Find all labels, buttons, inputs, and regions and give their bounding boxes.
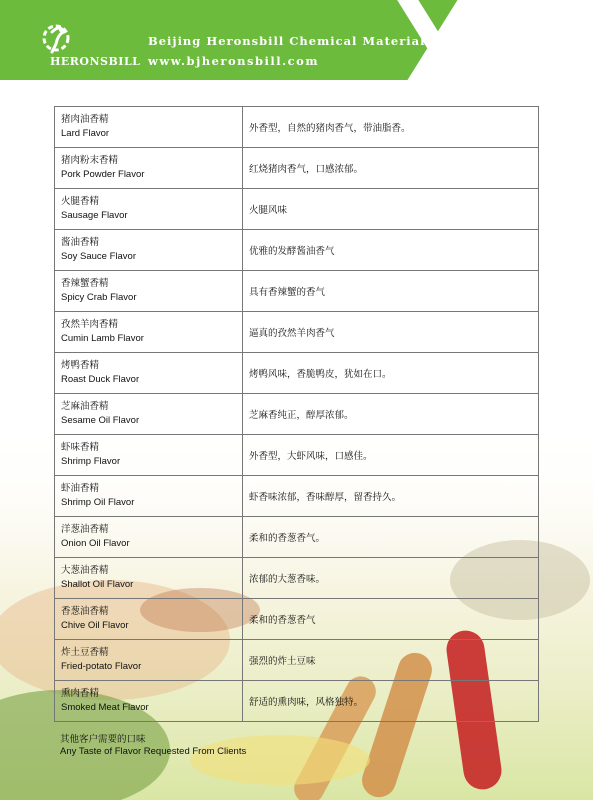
footer-note-en: Any Taste of Flavor Requested From Clients (60, 746, 247, 757)
flavor-name-cell (55, 517, 243, 558)
flavor-description: 柔和的香葱香气 (243, 599, 539, 640)
flavor-name-en: Cumin Lamb Flavor (61, 333, 144, 344)
flavor-name-en: Shallot Oil Flavor (61, 579, 134, 590)
table-row (55, 312, 539, 353)
flavor-name-en: Spicy Crab Flavor (61, 292, 137, 303)
flavor-name-cell (55, 681, 243, 722)
flavor-name-cell (55, 107, 243, 148)
flavor-table (54, 106, 539, 722)
flavor-description: 具有香辣蟹的香气 (243, 271, 539, 312)
flavor-name-cn: 酱油香精 (61, 237, 100, 248)
footer-note-cn: 其他客户需要的口味 (60, 734, 146, 745)
flavor-name-cell (55, 394, 243, 435)
flavor-description: 虾香味浓郁，香味醇厚，留香持久。 (243, 476, 539, 517)
flavor-name-cell (55, 189, 243, 230)
table-row (55, 230, 539, 271)
flavor-name-cn: 火腿香精 (61, 196, 100, 207)
flavor-name-en: Pork Powder Flavor (61, 169, 145, 180)
flavor-name-en: Shrimp Oil Flavor (61, 497, 135, 508)
flavor-name-cn: 香辣蟹香精 (61, 278, 109, 289)
flavor-name-cn: 大葱油香精 (61, 565, 109, 576)
flavor-description: 火腿风味 (243, 189, 539, 230)
flavor-name-cn: 孜然羊肉香精 (61, 319, 119, 330)
table-row (55, 599, 539, 640)
table-row (55, 353, 539, 394)
flavor-name-en: Fried-potato Flavor (61, 661, 142, 672)
flavor-name-en: Sausage Flavor (61, 210, 128, 221)
flavor-name-en: Chive Oil Flavor (61, 620, 129, 631)
flavor-name-cn: 熏肉香精 (61, 688, 100, 699)
table-row (55, 394, 539, 435)
flavor-name-cn: 芝麻油香精 (61, 401, 109, 412)
flavor-name-en: Lard Flavor (61, 128, 110, 139)
flavor-name-en: Roast Duck Flavor (61, 374, 140, 385)
flavor-name-cn: 虾味香精 (61, 442, 100, 453)
flavor-description: 外香型，自然的猪肉香气，带油脂香。 (243, 107, 539, 148)
table-row (55, 681, 539, 722)
table-row (55, 107, 539, 148)
flavor-description: 外香型，大虾风味，口感佳。 (243, 435, 539, 476)
flavor-name-en: Sesame Oil Flavor (61, 415, 140, 426)
table-row (55, 271, 539, 312)
table-row (55, 435, 539, 476)
table-row (55, 640, 539, 681)
flavor-name-cn: 烤鸭香精 (61, 360, 100, 371)
flavor-name-cn: 猪肉油香精 (61, 114, 109, 125)
flavor-name-en: Onion Oil Flavor (61, 538, 130, 549)
flavor-name-cn: 虾油香精 (61, 483, 100, 494)
flavor-description: 柔和的香葱香气。 (243, 517, 539, 558)
flavor-name-cell (55, 558, 243, 599)
flavor-description: 芝麻香纯正，醇厚浓郁。 (243, 394, 539, 435)
flavor-name-cn: 香葱油香精 (61, 606, 109, 617)
flavor-description: 舒适的熏肉味，风格独特。 (243, 681, 539, 722)
flavor-name-cn: 炸土豆香精 (61, 647, 109, 658)
website-url: www.bjheronsbill.com (148, 54, 319, 68)
flavor-name-cn: 猪肉粉末香精 (61, 155, 119, 166)
flavor-name-en: Shrimp Flavor (61, 456, 121, 467)
flavor-name-cell (55, 435, 243, 476)
flavor-name-cell (55, 599, 243, 640)
flavor-name-cell (55, 230, 243, 271)
flavor-description: 逼真的孜然羊肉香气 (243, 312, 539, 353)
flavor-description: 红烧猪肉香气，口感浓郁。 (243, 148, 539, 189)
flavor-name-cell (55, 271, 243, 312)
flavor-description: 优雅的发酵酱油香气 (243, 230, 539, 271)
flavor-name-cell (55, 148, 243, 189)
flavor-description: 强烈的炸土豆味 (243, 640, 539, 681)
flavor-name-cell (55, 312, 243, 353)
flavor-name-cell (55, 353, 243, 394)
flavor-name-cell (55, 476, 243, 517)
flavor-name-en: Soy Sauce Flavor (61, 251, 136, 262)
flavor-name-cn: 洋葱油香精 (61, 524, 109, 535)
table-row (55, 517, 539, 558)
table-row (55, 148, 539, 189)
company-name: Beijing Heronsbill Chemical Material Co.,Ltd (148, 34, 484, 48)
flavor-name-en: Smoked Meat Flavor (61, 702, 149, 713)
table-row (55, 189, 539, 230)
logo-text: HERONSBILL (50, 55, 141, 68)
table-row (55, 476, 539, 517)
flavor-description: 烤鸭风味，香脆鸭皮，犹如在口。 (243, 353, 539, 394)
table-row (55, 558, 539, 599)
flavor-name-cell (55, 640, 243, 681)
flavor-description: 浓郁的大葱香味。 (243, 558, 539, 599)
header-banner (0, 0, 593, 80)
